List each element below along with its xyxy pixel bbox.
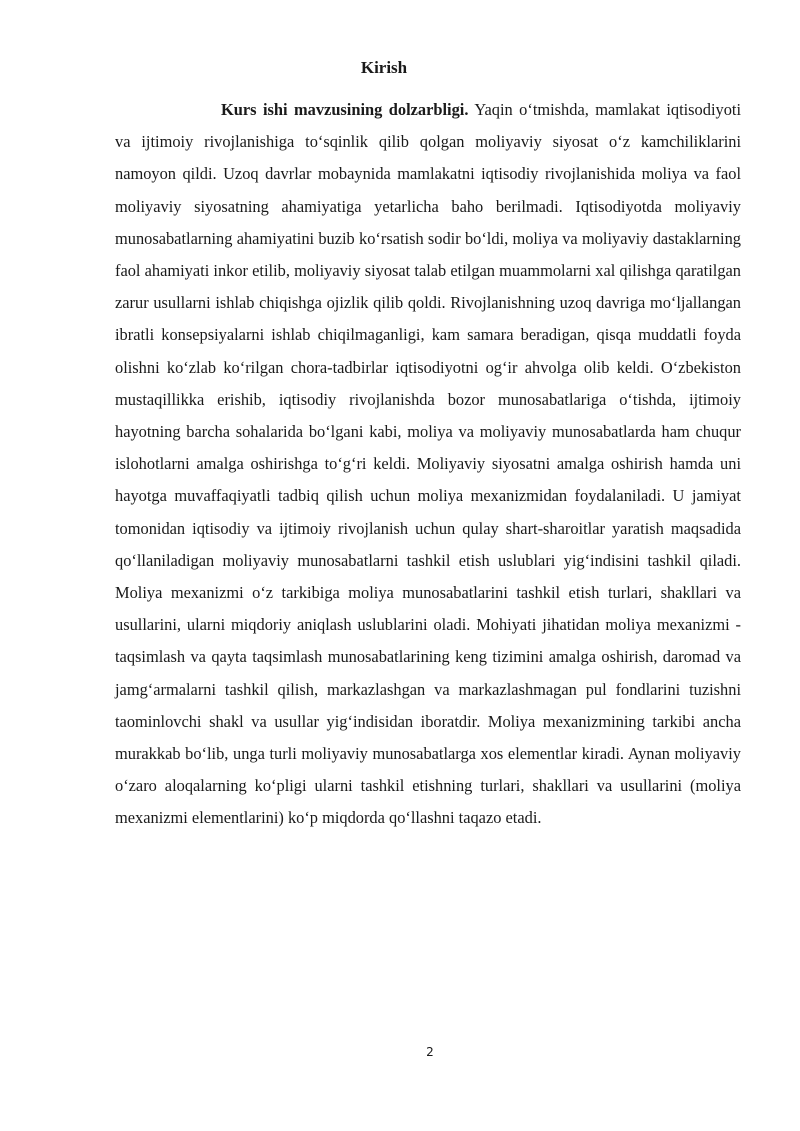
page-number: 2 (426, 1045, 434, 1059)
lead-phrase: Kurs ishi mavzusining dolzarbligi. (221, 100, 469, 119)
body-paragraph (115, 94, 741, 835)
section-heading: Kirish (360, 58, 408, 77)
paragraph-text: Yaqin oʻtmishda, mamlakat iqtisodiyoti va ijtimoiy rivojlanishiga toʻsqinlik qilib qolgan moliyaviy siyosat oʻz kamchiliklarini namoyon qildi. Uzoq davrlar mobaynida mamlakatni iqtisodiy rivojlanishida moliya va faol moliyaviy siyosatning ahamiyatiga yetarlicha baho berilmadi. Iqtisodiyotda moliyaviy munosabatlarning ahamiyatini buzib koʻrsatish sodir boʻldi, moliya va moliyaviy dastaklarning faol ahamiyati inkor etilib, moliyaviy siyosat talab etilgan muammolarni xal qilishga qaratilgan zarur usullarni ishlab chiqishga ojizlik qilib qoldi. Rivojlanishning uzoq davriga moʻljallangan ibratli konsepsiyalarni ishlab chiqilmaganligi, kam samara beradigan, qisqa muddatli foyda olishni koʻzlab koʻrilgan chora-tadbirlar iqtisodiyotni ogʻir ahvolga olib keldi. Oʻzbekiston mustaqillikka erishib, iqtisodiy rivojlanishda bozor munosabatlariga oʻtishda, ijtimoiy hayotning barcha sohalarida boʻlgani kabi, moliya va moliyaviy munosabatlarda ham chuqur islohotlarni amalga oshirishga toʻgʻri keldi. Moliyaviy siyosatni amalga oshirish hamda uni hayotga muvaffaqiyatli tadbiq qilish uchun moliya mexanizmidan foydalaniladi. U jamiyat tomonidan iqtisodiy va ijtimoiy rivojlanish uchun qulay shart-sharoitlar yaratish maqsadida qoʻllaniladigan moliyaviy munosabatlarni tashkil etish uslublari yigʻindisini tashkil qiladi. Moliya mexanizmi oʻz tarkibiga moliya munosabatlarini tashkil etish turlari, shakllari va usullarini, ularni miqdoriy aniqlash uslublarini oladi. Mohiyati jihatidan moliya mexanizmi - taqsimlash va qayta taqsimlash munosabatlarining keng tizimini amalga oshirish, daromad va jamgʻarmalarni tashkil qilish, markazlashgan va markazlashmagan pul fondlarini tuzishni taominlovchi shakl va usullar yigʻindisidan iboratdir. Moliya mexanizmining tarkibi ancha murakkab boʻlib, unga turli moliyaviy munosabatlarga xos elementlar kiradi. Aynan moliyaviy oʻzaro aloqalarning koʻpligi ularni tashkil etishning turlari, shakllari va usullarini (moliya mexanizmi elementlarini) koʻp miqdorda qoʻllashni taqazo etadi. (115, 100, 741, 828)
